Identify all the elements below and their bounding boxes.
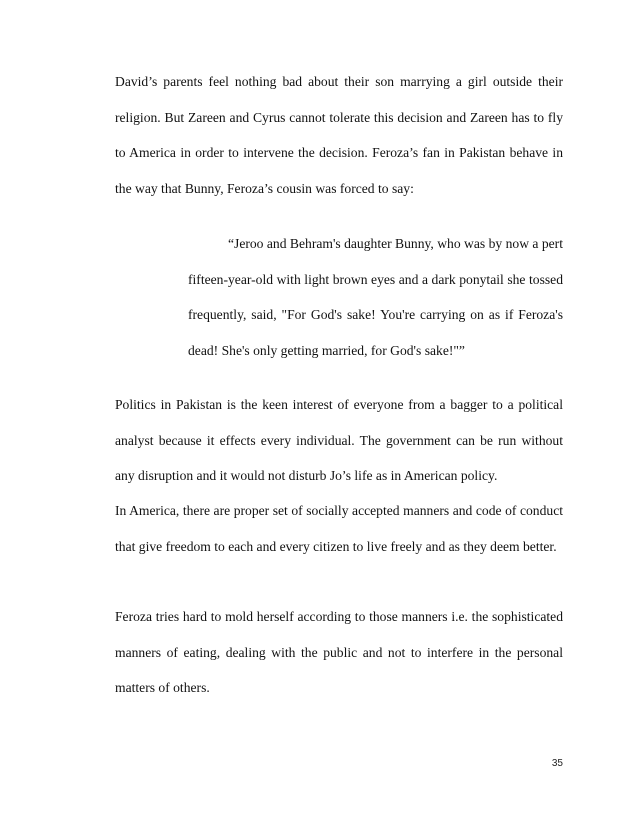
paragraph-2: Politics in Pakistan is the keen interest of everyone from a bagger to a political analyst because it effects every individual. The government can be run without any disruption and it would not disturb Jo’s life as in American policy. <box>115 397 563 484</box>
paragraph-4: Feroza tries hard to mold herself according to those manners i.e. the sophisticated manners of eating, dealing with the public and not to interfere in the personal matters of others. <box>115 609 563 696</box>
paragraph-1: David’s parents feel nothing bad about their son marrying a girl outside their religion. But Zareen and Cyrus cannot tolerate this decision and Zareen has to fly to America in order to intervene the decision. Feroza’s fan in Pakistan behave in the way that Bunny, Feroza’s cousin was forced to say: <box>115 74 563 196</box>
paragraph-3: In America, there are proper set of socially accepted manners and code of conduct that give freedom to each and every citizen to live freely and as they deem better. <box>115 503 563 554</box>
page-number: 35 <box>551 758 563 769</box>
block-quote: “Jeroo and Behram's daughter Bunny, who was by now a pert fifteen-year-old with light brown eyes and a dark ponytail she tossed frequently, said, "For God's sake! You're carrying on as if Feroza's dead! She's only getting married, for God's sake!"” <box>188 236 563 358</box>
